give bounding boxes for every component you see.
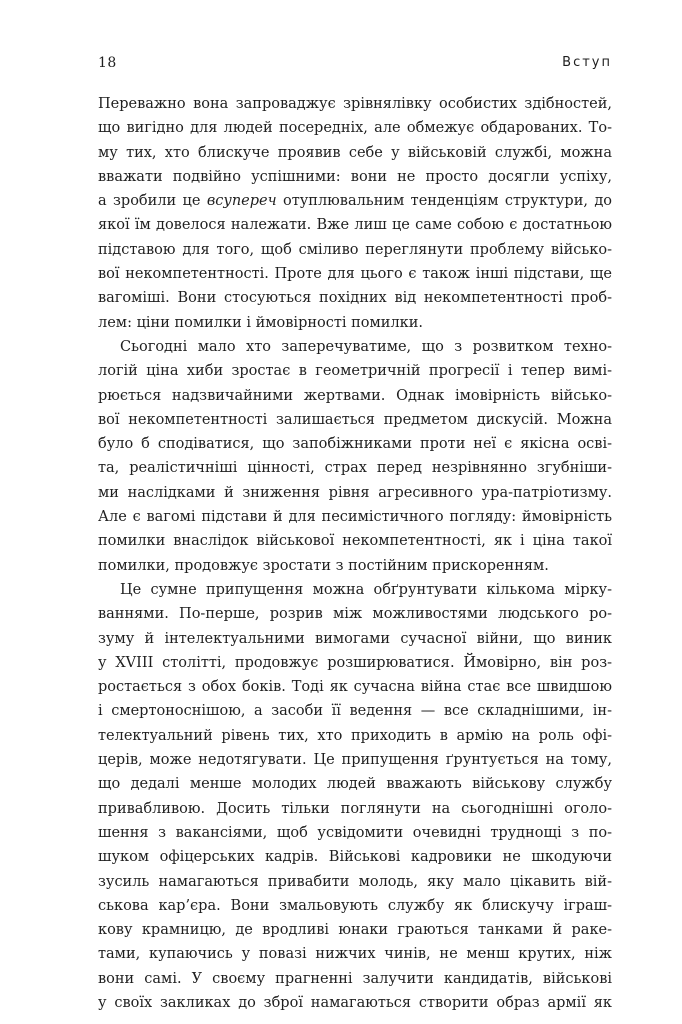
- text-line: ми наслідками й зниження рівня агресивного ура-патріотизму.: [98, 484, 612, 501]
- text-line: було б сподіватися, що запобіжниками проти неї є якісна осві-: [98, 436, 612, 453]
- text-line: що дедалі менше молодих людей вважають військову службу: [98, 776, 612, 793]
- emphasized-word: всупереч: [206, 193, 277, 210]
- text-line: та, реалістичніші цінності, страх перед незрівнянно згубніши-: [98, 460, 612, 477]
- text-line: зуму й інтелектуальними вимогами сучасної війни, що виник: [98, 630, 612, 647]
- text-line: підставою для того, щоб сміливо переглянути проблему військо-: [98, 241, 612, 258]
- text-line: логій ціна хиби зростає в геометричній прогресії і тепер вимі-: [98, 363, 612, 380]
- text-line: вої некомпетентності залишається предметом дискусій. Можна: [98, 411, 612, 428]
- text-line: шення з вакансіями, щоб усвідомити очевидні труднощі з по-: [98, 824, 612, 841]
- text-segment: а зробили це: [98, 193, 201, 210]
- text-segment: отуплювальним тенденціям структури, до: [283, 193, 612, 210]
- text-line: Сьогодні мало хто заперечуватиме, що з розвитком техно-: [120, 338, 612, 355]
- text-line: привабливою. Досить тільки поглянути на сьогоднішні оголо-: [98, 800, 612, 817]
- text-line: вої некомпетентності. Проте для цього є також інші підстави, ще: [98, 266, 612, 283]
- text-line: вагоміші. Вони стосуються похідних від некомпетентності проб-: [98, 290, 612, 307]
- page-number: 18: [98, 55, 117, 71]
- text-line: шуком офіцерських кадрів. Військові кадровики не шкодуючи: [98, 849, 612, 866]
- text-line: помилки, продовжує зростати з постійним прискоренням.: [98, 557, 549, 574]
- text-line: у XVIII столітті, продовжує розширюватися. Ймовірно, він роз-: [98, 654, 612, 671]
- text-line: вони самі. У своєму прагненні залучити кандидатів, військові: [98, 970, 612, 987]
- text-line: якої їм довелося належати. Вже лиш це саме собою є достатньою: [98, 217, 612, 234]
- text-line: ваннями. По-перше, розрив між можливостями людського ро-: [98, 606, 612, 623]
- text-line: вважати подвійно успішними: вони не просто досягли успіху,: [98, 168, 612, 185]
- text-line: телектуальний рівень тих, хто приходить в армію на роль офі-: [98, 727, 612, 744]
- text-line: лем: ціни помилки і ймовірності помилки.: [98, 314, 424, 331]
- text-line: Переважно вона запроваджує зрівнялівку особистих здібностей,: [98, 96, 612, 112]
- text-line: помилки внаслідок військової некомпетентності, як і ціна такої: [98, 533, 612, 550]
- text-line: зусиль намагаються привабити молодь, яку мало цікавить вій-: [98, 873, 612, 890]
- text-line: ськова кар’єра. Вони змальовують службу як блискучу іграш-: [98, 897, 612, 914]
- text-line: кову крамницю, де вродливі юнаки граються танками й ракe-: [98, 922, 612, 939]
- body-text: [98, 92, 612, 1011]
- text-line: Це сумне припущення можна обґрунтувати кількома мірку-: [120, 581, 612, 598]
- text-line: тами, купаючись у повазі нижчих чинів, не менш крутих, ніж: [98, 946, 612, 963]
- text-line: у своїх закликах до зброї намагаються створити образ армії як: [98, 994, 612, 1011]
- text-line: що вигідно для людей посередніх, але обмежує обдарованих. То-: [98, 120, 612, 137]
- text-line: рюється надзвичайними жертвами. Однак імовірність військо-: [98, 387, 612, 404]
- text-line: Але є вагомі підстави й для песимістичного погляду: ймовірність: [98, 509, 612, 526]
- text-line: му тих, хто блискуче проявив себе у військовій службі, можна: [98, 144, 612, 161]
- text-line: ростається з обох боків. Тоді як сучасна війна стає все швидшою: [98, 679, 612, 696]
- text-line: [98, 189, 612, 213]
- section-title: Вступ: [562, 55, 612, 70]
- text-line: і смертоноснішою, а засоби її ведення — все складнішими, ін-: [98, 703, 612, 720]
- text-line: церів, може недотягувати. Це припущення ґрунтується на тому,: [98, 752, 612, 769]
- running-head: [98, 55, 612, 75]
